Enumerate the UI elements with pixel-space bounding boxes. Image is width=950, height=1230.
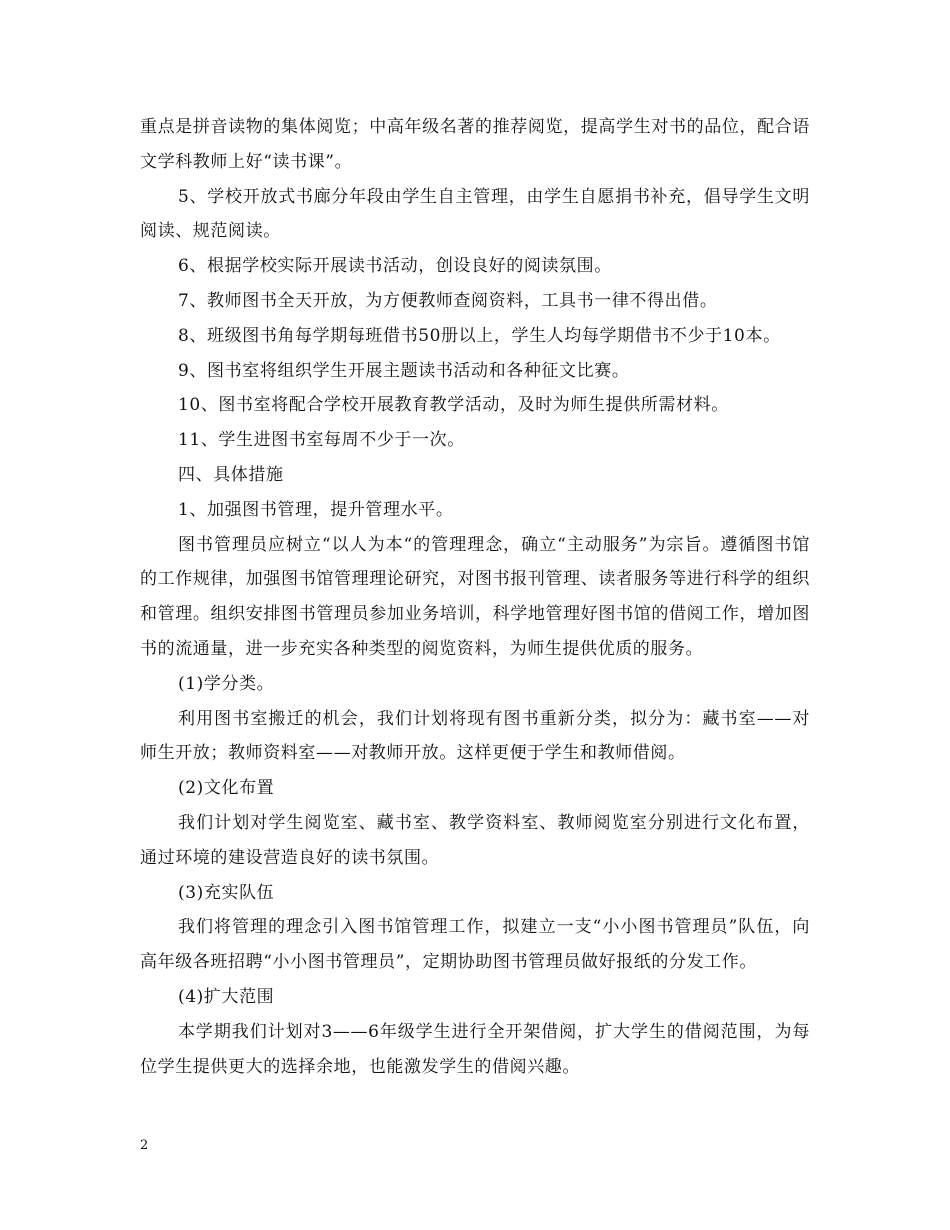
paragraph: 重点是拼音读物的集体阅览；中高年级名著的推荐阅览，提高学生对书的品位，配合语文学科教师上好“读书课”。: [140, 117, 810, 172]
document-body: [140, 110, 810, 1084]
item-heading: (4)扩大范围: [178, 986, 275, 1007]
paragraph: 8、班级图书角每学期每班借书50册以上，学生人均每学期借书不少于10本。: [178, 325, 781, 346]
paragraph: 11、学生进图书室每周不少于一次。: [178, 430, 465, 451]
paragraph: 5、学校开放式书廊分年段由学生自主管理，由学生自愿捐书补充，倡导学生文明阅读、规范阅读。: [140, 186, 810, 242]
paragraph: 9、图书室将组织学生开展主题读书活动和各种征文比赛。: [178, 360, 630, 381]
paragraph: 我们计划对学生阅览室、藏书室、教学资料室、教师阅览室分别进行文化布置，通过环境的建设营造良好的读书氛围。: [140, 812, 810, 868]
paragraph: 7、教师图书全天开放，为方便教师查阅资料，工具书一律不得出借。: [178, 290, 718, 311]
paragraph: 本学期我们计划对3——6年级学生进行全开架借阅，扩大学生的借阅范围，为每位学生提供更大的选择余地，也能激发学生的借阅兴趣。: [140, 1021, 810, 1077]
paragraph: 利用图书室搬迁的机会，我们计划将现有图书重新分类，拟分为：藏书室——对师生开放；教师资料室——对教师开放。这样更便于学生和教师借阅。: [140, 708, 810, 764]
paragraph: 6、根据学校实际开展读书活动，创设良好的阅读氛围。: [178, 256, 612, 277]
paragraph: 图书管理员应树立“以人为本“的管理理念，确立“主动服务”为宗旨。遵循图书馆的工作规律，加强图书馆管理理论研究，对图书报刊管理、读者服务等进行科学的组织和管理。组织安排图书管理员参加业务培训，科学地管理好图书馆的借阅工作，增加图书的流通量，进一步充实各种类型的阅览资料，为师生提供优质的服务。: [140, 534, 810, 659]
item-heading: (1)学分类。: [178, 673, 275, 694]
item-heading: (3)充实队伍: [178, 882, 275, 903]
page-number: 2: [140, 1138, 149, 1153]
subsection-heading: 1、加强图书管理，提升管理水平。: [178, 499, 454, 520]
item-heading: (2)文化布置: [178, 778, 275, 799]
section-heading: 四、具体措施: [178, 464, 284, 485]
paragraph: 我们将管理的理念引入图书馆管理工作，拟建立一支“小小图书管理员”队伍，向高年级各班招聘“小小图书管理员”，定期协助图书管理员做好报纸的分发工作。: [140, 917, 810, 973]
paragraph: 10、图书室将配合学校开展教育教学活动，及时为师生提供所需材料。: [178, 395, 729, 416]
